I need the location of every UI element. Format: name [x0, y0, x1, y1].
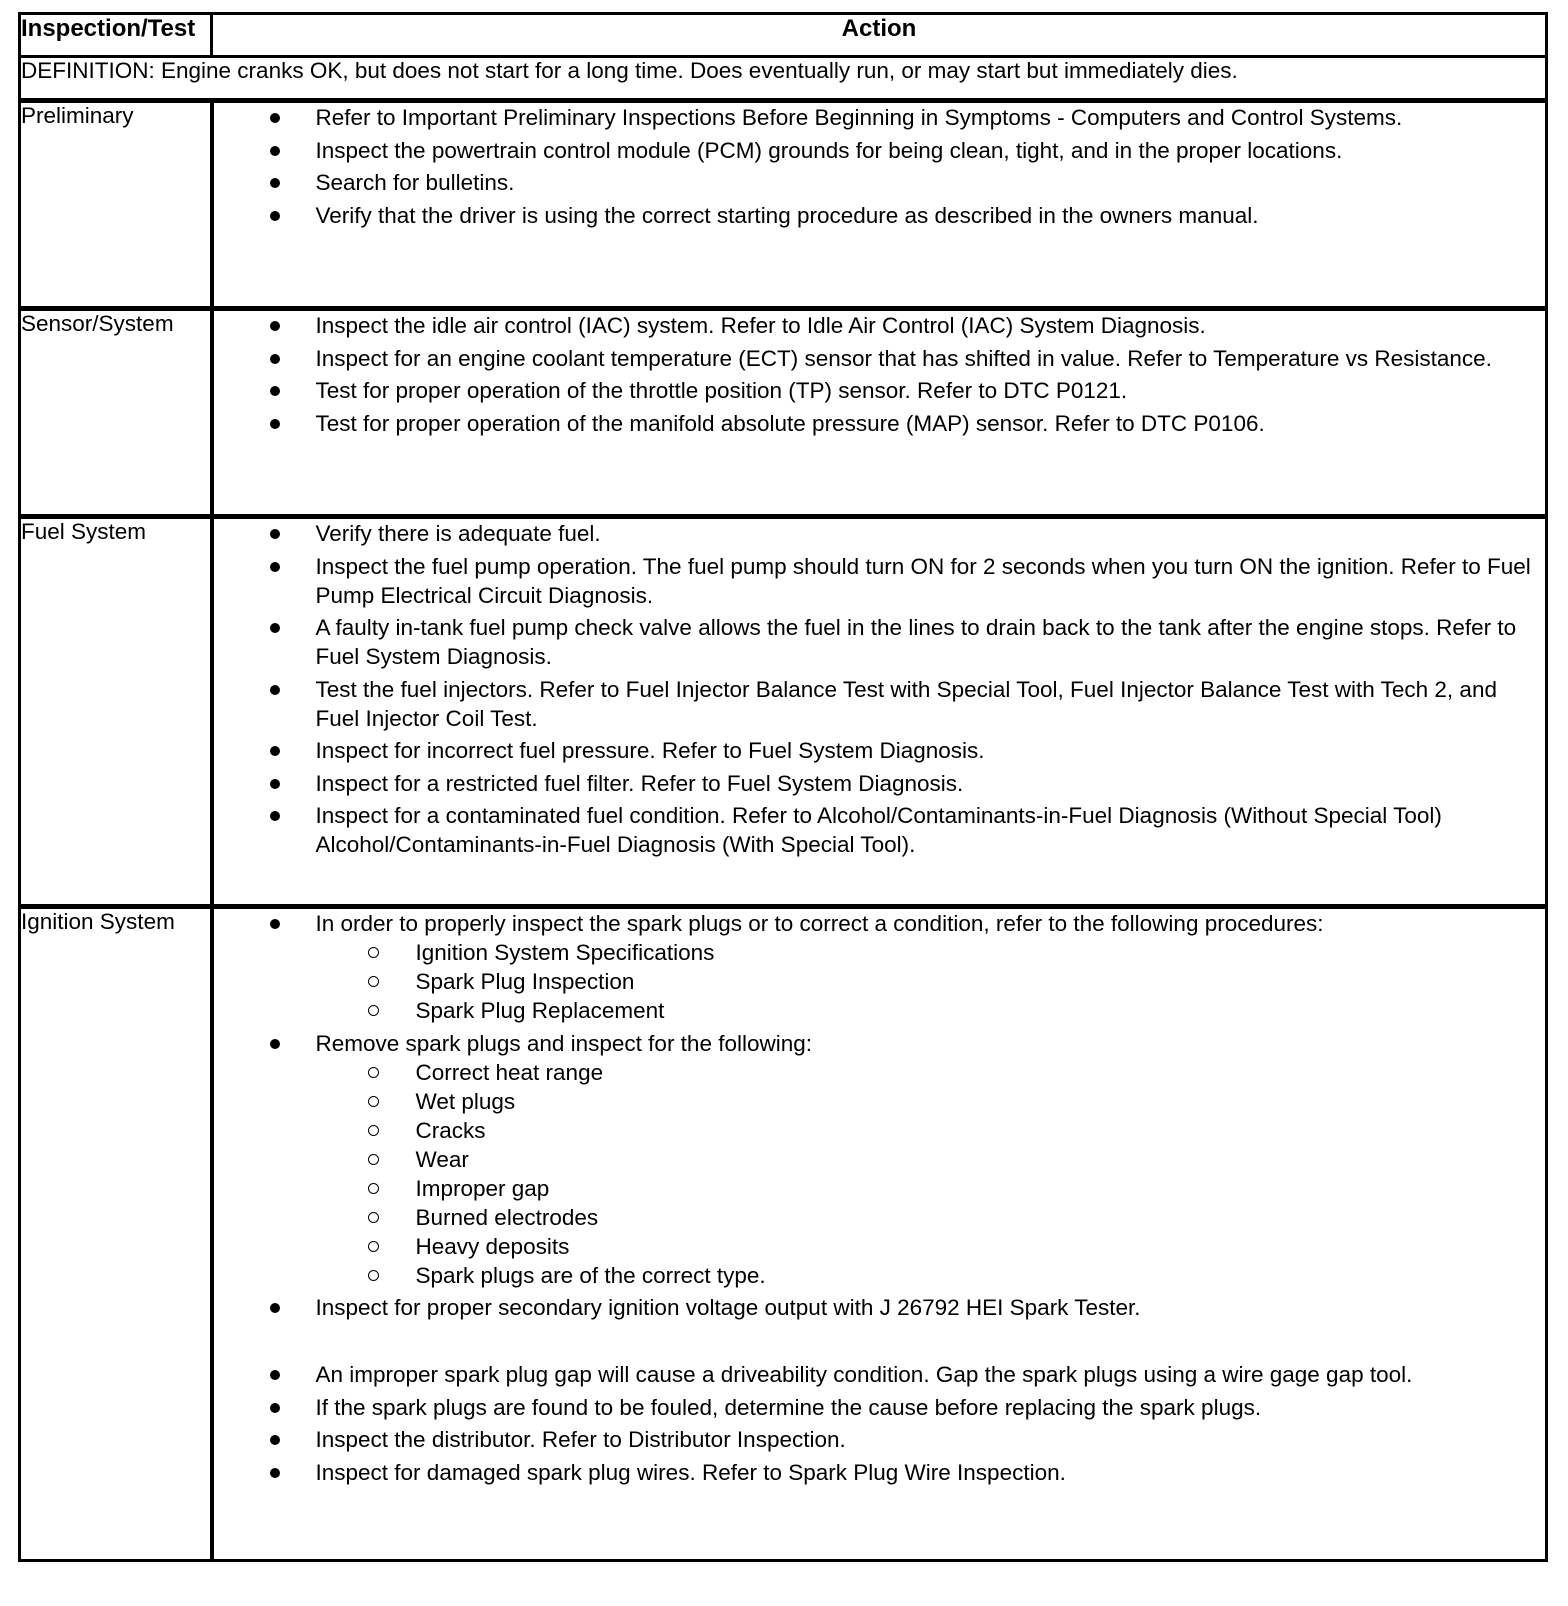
sub-list-item [316, 1116, 1546, 1145]
circle-bullet-icon [368, 1096, 379, 1107]
list-item [214, 1293, 1546, 1322]
diagnostic-table [18, 12, 1548, 1562]
section-sensor-system [20, 309, 1547, 517]
bullet-icon [270, 211, 280, 221]
bullet-icon [270, 113, 280, 123]
sub-list-item [316, 1174, 1546, 1203]
sub-list-item [316, 1145, 1546, 1174]
bullet-icon [270, 1435, 280, 1445]
section-content [212, 517, 1547, 907]
list-item [214, 136, 1546, 165]
section-label: Fuel System [20, 517, 212, 907]
bullet-icon [270, 1403, 280, 1413]
list-item [214, 103, 1546, 132]
sub-item-text: Improper gap [415, 1175, 550, 1201]
section-fuel-system [20, 517, 1547, 907]
list-item [214, 168, 1546, 197]
item-text: If the spark plugs are found to be fouled, determine the cause before replacing the spark plugs. [315, 1394, 1262, 1420]
list-item [214, 675, 1546, 733]
sub-list-item [316, 1261, 1546, 1290]
circle-bullet-icon [368, 976, 379, 987]
item-text: Test for proper operation of the throttle position (TP) sensor. Refer to DTC P0121. [315, 378, 1128, 403]
list-item [214, 311, 1546, 340]
list-item [214, 344, 1546, 373]
list-item [214, 1029, 1546, 1290]
list-item [214, 409, 1546, 438]
section-content [212, 101, 1547, 309]
item-text: Inspect for a restricted fuel filter. Refer to Fuel System Diagnosis. [315, 770, 964, 796]
sub-list-item [316, 996, 1546, 1025]
circle-bullet-icon [368, 1241, 379, 1252]
sub-list [316, 938, 1546, 1025]
bullet-icon [270, 386, 280, 396]
bullet-icon [270, 779, 280, 789]
bullet-list [214, 103, 1546, 230]
circle-bullet-icon [368, 1212, 379, 1223]
item-text: Inspect the powertrain control module (PCM) grounds for being clean, tight, and in the proper locations. [315, 137, 1343, 163]
bullet-list [214, 519, 1546, 859]
bullet-icon [270, 178, 280, 188]
circle-bullet-icon [368, 1183, 379, 1194]
sub-list-item [316, 1058, 1546, 1087]
bullet-icon [270, 146, 280, 156]
sub-item-text: Heavy deposits [415, 1233, 570, 1259]
sub-list-item [316, 1087, 1546, 1116]
list-item [214, 201, 1546, 230]
sub-item-text: Burned electrodes [415, 1204, 599, 1230]
list-item [214, 769, 1546, 798]
definition-text: DEFINITION: Engine cranks OK, but does not start for a long time. Does eventually run, or may start but immediately dies. [20, 57, 1547, 101]
item-text: Test the fuel injectors. Refer to Fuel Injector Balance Test with Special Tool, Fuel Injector Balance Test with Tech 2, and Fuel Injector Coil Test. [315, 676, 1497, 731]
section-ignition-system [20, 907, 1547, 1561]
circle-bullet-icon [368, 947, 379, 958]
bullet-icon [270, 1370, 280, 1380]
circle-bullet-icon [368, 1125, 379, 1136]
bullet-icon [270, 746, 280, 756]
sub-list-item [316, 938, 1546, 967]
list-item [214, 1393, 1546, 1422]
sub-item-text: Spark plugs are of the correct type. [415, 1262, 766, 1288]
list-item [214, 1458, 1546, 1487]
sub-item-text: Spark Plug Inspection [415, 969, 635, 994]
list-item [214, 909, 1546, 1025]
bullet-icon [270, 562, 280, 572]
sub-list [316, 1058, 1546, 1290]
item-text: An improper spark plug gap will cause a driveability condition. Gap the spark plugs using a wire gage gap tool. [315, 1362, 1413, 1387]
sub-item-text: Wear [415, 1146, 469, 1172]
sub-item-text: Wet plugs [415, 1088, 516, 1114]
section-label: Ignition System [20, 907, 212, 1561]
item-text: Inspect the idle air control (IAC) system. Refer to Idle Air Control (IAC) System Diagnosis. [315, 313, 1206, 338]
item-text: Search for bulletins. [315, 170, 515, 195]
item-text: Inspect for proper secondary ignition voltage output with J 26792 HEI Spark Tester. [315, 1295, 1141, 1320]
sub-item-text: Correct heat range [415, 1059, 604, 1085]
section-preliminary [20, 101, 1547, 309]
bullet-icon [270, 419, 280, 429]
bullet-icon [270, 354, 280, 364]
sub-item-text: Spark Plug Replacement [415, 998, 665, 1023]
sub-list-item [316, 1203, 1546, 1232]
bullet-icon [270, 529, 280, 539]
bullet-icon [270, 685, 280, 695]
item-text: Verify there is adequate fuel. [315, 521, 601, 546]
list-item [214, 736, 1546, 765]
item-text: Inspect for an engine coolant temperature (ECT) sensor that has shifted in value. Refer to Temperature vs Resistance. [315, 345, 1492, 371]
circle-bullet-icon [368, 1067, 379, 1078]
header-inspection-test: Inspection/Test [20, 14, 212, 57]
bullet-icon [270, 1039, 280, 1049]
sub-list-item [316, 967, 1546, 996]
item-text: A faulty in-tank fuel pump check valve allows the fuel in the lines to drain back to the tank after the engine stops. Refer to Fuel System Diagnosis. [315, 615, 1517, 669]
list-item [214, 552, 1546, 610]
bullet-icon [270, 623, 280, 633]
list-item [214, 519, 1546, 548]
item-text: Refer to Important Preliminary Inspections Before Beginning in Symptoms - Computers and Control Systems. [315, 105, 1403, 130]
bullet-icon [270, 321, 280, 331]
circle-bullet-icon [368, 1005, 379, 1016]
item-text: Verify that the driver is using the correct starting procedure as described in the owners manual. [315, 202, 1259, 228]
item-text: Inspect the distributor. Refer to Distributor Inspection. [315, 1427, 846, 1452]
section-label: Sensor/System [20, 309, 212, 517]
item-text: In order to properly inspect the spark plugs or to correct a condition, refer to the following procedures: [315, 911, 1324, 936]
list-item [214, 613, 1546, 671]
circle-bullet-icon [368, 1270, 379, 1281]
section-content [212, 907, 1547, 1561]
bullet-icon [270, 811, 280, 821]
item-text: Inspect for damaged spark plug wires. Refer to Spark Plug Wire Inspection. [315, 1459, 1066, 1485]
sub-list-item [316, 1232, 1546, 1261]
header-row [20, 14, 1547, 57]
sub-item-text: Ignition System Specifications [415, 940, 715, 965]
list-item [214, 1360, 1546, 1389]
bullet-icon [270, 1468, 280, 1478]
sub-item-text: Cracks [415, 1117, 486, 1143]
item-text: Inspect for a contaminated fuel condition. Refer to Alcohol/Contaminants-in-Fuel Diagnosis (Without Special Tool) Alcohol/Contaminants-in-Fuel Diagnosis (With Special Tool). [315, 803, 1442, 857]
item-text: Test for proper operation of the manifold absolute pressure (MAP) sensor. Refer to DTC P0106. [315, 410, 1265, 436]
section-label: Preliminary [20, 101, 212, 309]
item-text: Inspect the fuel pump operation. The fuel pump should turn ON for 2 seconds when you turn ON the ignition. Refer to Fuel Pump Electrical Circuit Diagnosis. [315, 553, 1531, 608]
bullet-icon [270, 919, 280, 929]
circle-bullet-icon [368, 1154, 379, 1165]
bullet-icon [270, 1303, 280, 1313]
list-item [214, 801, 1546, 859]
list-item [214, 376, 1546, 405]
definition-row [20, 57, 1547, 101]
header-action: Action [212, 14, 1547, 57]
bullet-list [214, 311, 1546, 438]
list-item [214, 1425, 1546, 1454]
item-text: Inspect for incorrect fuel pressure. Refer to Fuel System Diagnosis. [315, 738, 985, 763]
section-content [212, 309, 1547, 517]
bullet-list [214, 909, 1546, 1487]
item-text: Remove spark plugs and inspect for the following: [315, 1030, 813, 1056]
